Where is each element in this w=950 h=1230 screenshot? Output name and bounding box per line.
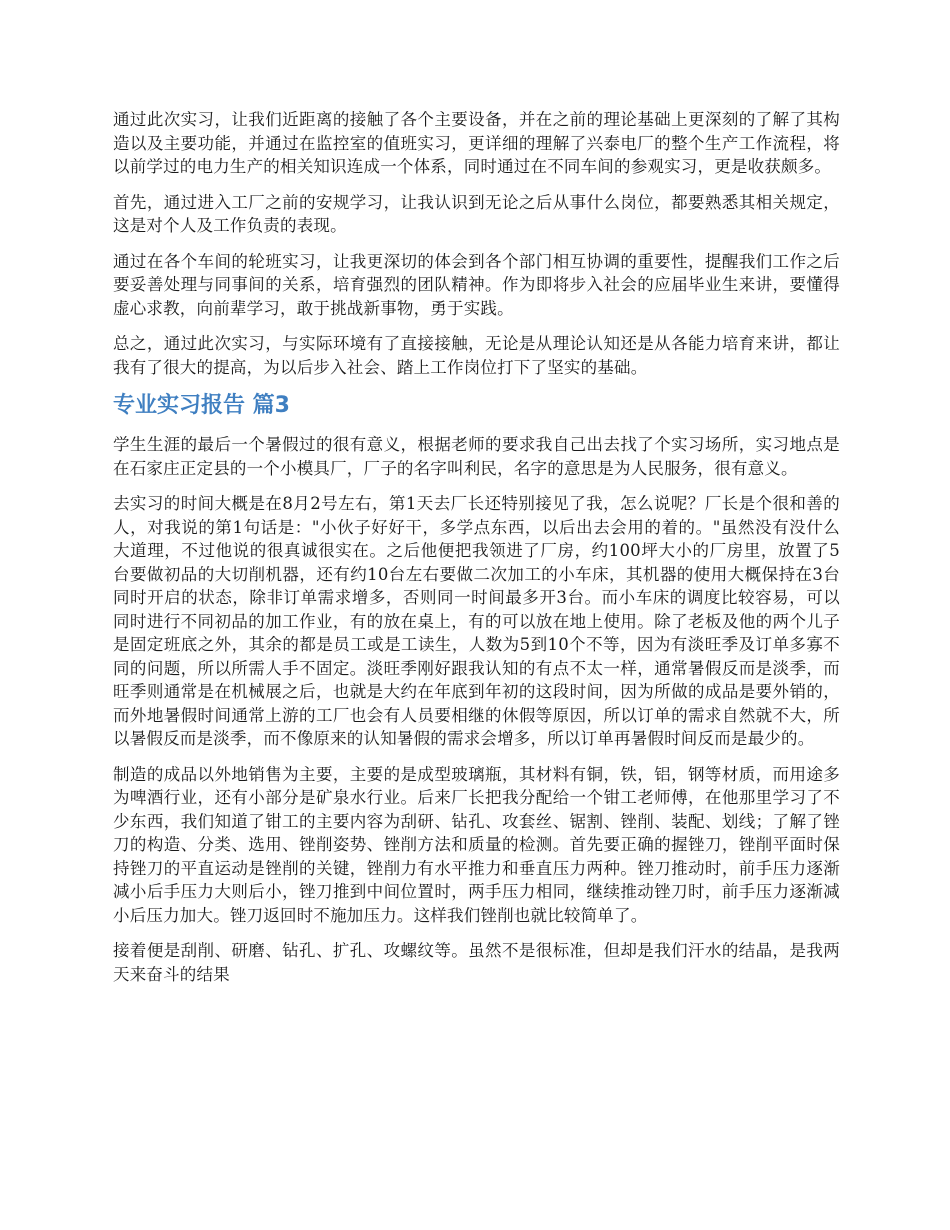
paragraph-team-spirit: 通过在各个车间的轮班实习，让我更深切的体会到各个部门相互协调的重要性，提醒我们工作之后要妥善处理与同事间的关系，培育强烈的团队精神。作为即将步入社会的应届毕业生来讲，要懂得虚心求教，向前辈学习，敢于挑战新事物，勇于实践。 <box>113 251 840 318</box>
document-page <box>113 108 840 998</box>
paragraph-safety-rules: 首先，通过进入工厂之前的安规学习，让我认识到无论之后从事什么岗位，都要熟悉其相关规定，这是对个人及工作负责的表现。 <box>113 192 840 235</box>
paragraph-internship-summary: 通过此次实习，让我们近距离的接触了各个主要设备，并在之前的理论基础上更深刻的了解了其构造以及主要功能，并通过在监控室的值班实习，更详细的理解了兴泰电厂的整个生产工作流程，将以前学过的电力生产的相关知识连成一个体系，同时通过在不同车间的参观实习，更是收获颇多。 <box>113 110 840 176</box>
section-heading: 专业实习报告 篇3 <box>113 393 290 418</box>
paragraph-summer-internship: 学生生涯的最后一个暑假过的很有意义，根据老师的要求我自己出去找了个实习场所，实习地点是在石家庄正定县的一个小模具厂，厂子的名字叫利民，名字的意思是为人民服务，很有意义。 <box>113 435 840 478</box>
paragraph-further-skills: 接着便是刮削、研磨、钻孔、扩孔、攻螺纹等。虽然不是很标准，但却是我们汗水的结晶，是我两天来奋斗的结果 <box>113 941 840 984</box>
paragraph-conclusion: 总之，通过此次实习，与实际环境有了直接接触，无论是从理论认知还是从各能力培育来讲，都让我有了很大的提高，为以后步入社会、踏上工作岗位打下了坚实的基础。 <box>113 334 840 377</box>
paragraph-fitter-training: 制造的成品以外地销售为主要，主要的是成型玻璃瓶，其材料有铜，铁，铝，钢等材质，而用途多为啤酒行业，还有小部分是矿泉水行业。后来厂长把我分配给一个钳工老师傅，在他那里学习了不少东西，我们知道了钳工的主要内容为刮研、钻孔、攻套丝、锯割、锉削、装配、划线；了解了锉刀的构造、分类、选用、锉削姿势、锉削方法和质量的检测。首先要正确的握锉刀，锉削平面时保持锉刀的平直运动是锉削的关键，锉削力有水平推力和垂直压力两种。锉刀推动时，前手压力逐渐减小后手压力大则后小，锉刀推到中间位置时，两手压力相同，继续推动锉刀时，前手压力逐渐减小后压力加大。锉刀返回时不施加压力。这样我们锉削也就比较简单了。 <box>113 764 840 925</box>
paragraph-factory-description: 去实习的时间大概是在8月2号左右，第1天去厂长还特别接见了我，怎么说呢？厂长是个很和善的人，对我说的第1句话是："小伙子好好干，多学点东西，以后出去会用的着的。"虽然没有没什么大道理，不过他说的很真诚很实在。之后他便把我领进了厂房，约100坪大小的厂房里，放置了5台要做初品的大切削机器，还有约10台左右要做二次加工的小车床，其机器的使用大概保持在3台同时开启的状态，除非订单需求增多，否则同一时间最多开3台。而小车床的调度比较容易，可以同时进行不同初品的加工作业，有的放在桌上，有的可以放在地上使用。除了老板及他的两个儿子是固定班底之外，其余的都是员工或是工读生，人数为5到10个不等，因为有淡旺季及订单多寡不同的问题，所以所需人手不固定。淡旺季刚好跟我认知的有点不太一样，通常暑假反而是淡季，而旺季则通常是在机械展之后，也就是大约在年底到年初的这段时间，因为所做的成品是要外销的，而外地暑假时间通常上游的工厂也会有人员要相继的休假等原因，所以订单的需求自然就不大，所以暑假反而是淡季，而不像原来的认知暑假的需求会增多，所以订单再暑假时间反而是最少的。 <box>113 494 840 748</box>
